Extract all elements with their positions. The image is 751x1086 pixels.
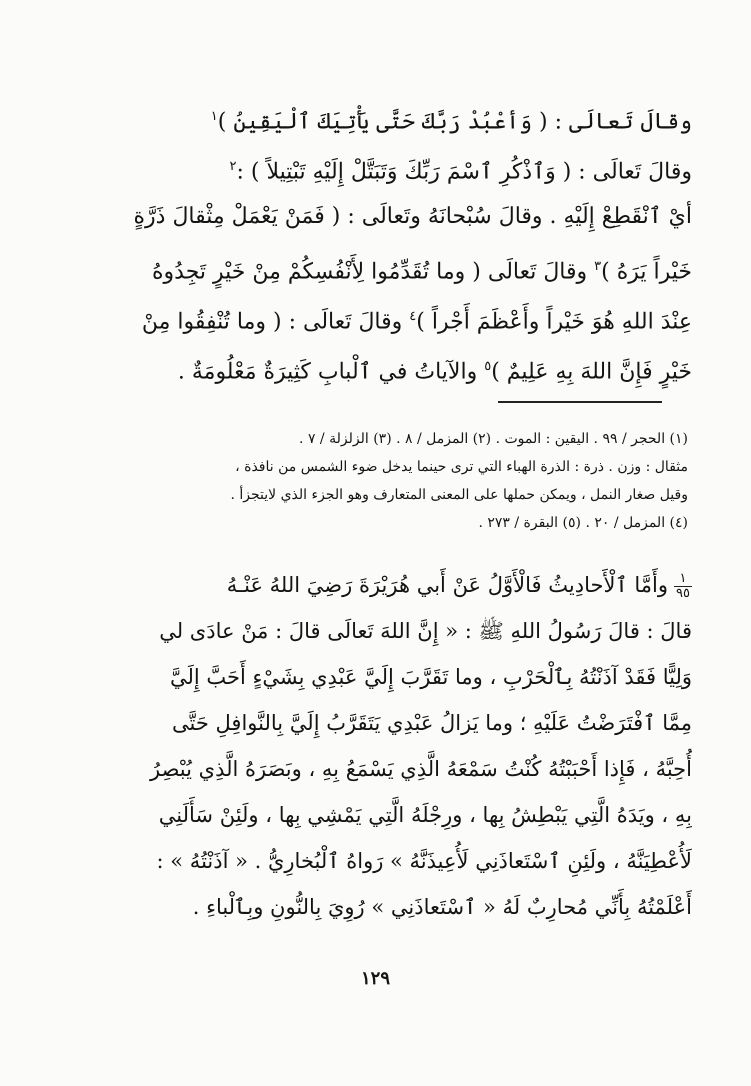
hadith-number: $\frac{١}{٩٥}$ xyxy=(676,571,690,601)
main-line-2: وقالَ تَعالَى : ( وَٱذْكُرِ ٱسْمَ رَبِّكَ وَتَبَتَّلْ إِلَيْهِ تَبْتِيلاً ) :$^٢$ xyxy=(229,159,692,185)
footnotes xyxy=(60,425,688,537)
footnote-ref-4: ٤ xyxy=(409,309,417,324)
footnote-divider xyxy=(498,401,662,403)
footnote-ref-2: ٢ xyxy=(229,159,237,174)
main-line-3: أيْ ٱنْقَطِعْ إِلَيْهِ . وقالَ سُبْحانَهُ وتَعالَى : ( فَمَنْ يَعْمَلْ مِثْقالَ ذَرَّةٍ xyxy=(133,204,692,229)
footnote-line-3: وقيل صغار النمل ، ويمكن حملها على المعنى المتعارف وهو الجزء الذي لايتجزأ . xyxy=(230,487,688,503)
footnote-ref-1: ١ xyxy=(210,109,218,124)
main-line-4: خَيْراً يَرَهُ )$^٣$ وقالَ تَعالَى ( وما تُقَدِّمُوا لِأَنْفُسِكُمْ مِنْ خَيْرٍ تَجِدُوهُ xyxy=(152,259,692,285)
footnote-line-4: (٤) المزمل / ٢٠ . (٥) البقرة / ٢٧٣ . xyxy=(478,515,688,531)
main-line-1: وقالَ تَعالَى : ( وَأعْبُدْ رَبَّكَ حَتَّى يَأْتِيَكَ ٱلْيَقِينُ )$^١$ xyxy=(210,109,692,135)
hadith-line-3: وَلِيًّا فَقَدْ آذَنْتُهُ بِٱلْحَرْبِ ، وما تَقَرَّبَ إِلَيَّ عَبْدِي بِشَيْءٍ أَحَبَّ إِلَيَّ xyxy=(169,665,692,689)
hadith-line-8: أَعْلَمْتُهُ بِأَنِّي مُحارِبٌ لَهُ « ٱسْتَعاذَنِي » رُوِيَ بِالنُّونِ وبِٱلْباءِ . xyxy=(192,895,692,919)
hadith-line-5: أُحِبَّهُ ، فَإِذا أَحْبَبْتُهُ كُنْتُ سَمْعَهُ الَّذِي يَسْمَعُ بِهِ ، وبَصَرَهُ الَّذِي يُبْصِرُ xyxy=(149,757,692,781)
main-text xyxy=(62,92,692,392)
footnote-line-2: مثقال : وزن . ذرة : الذرة الهباء التي ترى حينما يدخل ضوء الشمس من نافذة ، xyxy=(235,459,688,475)
page-number: ١٢٩ xyxy=(360,968,390,989)
footnote-ref-5: ٥ xyxy=(484,359,492,374)
footnote-line-1: (١) الحجر / ٩٩ . اليقين : الموت . (٢) المزمل / ٨ . (٣) الزلزلة / ٧ . xyxy=(299,431,688,447)
footnote-ref-3: ٣ xyxy=(594,259,602,274)
hadith-line-2: قالَ : قالَ رَسُولُ اللهِ ﷺ : « إِنَّ اللهَ تَعالَى قالَ : مَنْ عادَى لي xyxy=(159,619,692,643)
main-line-5: عِنْدَ اللهِ هُوَ خَيْراً وأَعْظَمَ أَجْراً )$^٤$ وقالَ تَعالَى : ( وما تُنْفِقُوا مِنْ xyxy=(141,309,692,335)
hadith-section xyxy=(60,562,692,930)
hadith-line-1: $\frac{١}{٩٥}$ وأَمَّا ٱلْأَحادِيثُ فَالْأَوَّلُ عَنْ أَبي هُرَيْرَةَ رَضِيَ اللهُ عَنْـهُ xyxy=(226,571,690,601)
hadith-line-6: بِهِ ، ويَدَهُ الَّتِي يَبْطِشُ بِها ، ورِجْلَهُ الَّتِي يَمْشِي بِها ، ولَئِنْ سَأَلَنِي xyxy=(158,803,692,827)
hadith-line-7: لَأُعْطِيَنَّهُ ، ولَئِنِ ٱسْتَعاذَنِي لَأُعِيذَنَّهُ » رَواهُ ٱلْبُخارِيُّ . « آذَنْتُهُ » : xyxy=(156,849,692,873)
hadith-line-4: مِمَّا ٱفْتَرَضْتُ عَلَيْهِ ؛ وما يَزالُ عَبْدِي يَتَقَرَّبُ إِلَيَّ بِالنَّوافِلِ حَتَّى xyxy=(172,711,692,735)
main-line-6: خَيْرٍ فَإِنَّ اللهَ بِهِ عَلِيمٌ )$^٥$ والآياتُ في ٱلْبابِ كَثِيرَةٌ مَعْلُومَةٌ . xyxy=(177,359,692,385)
